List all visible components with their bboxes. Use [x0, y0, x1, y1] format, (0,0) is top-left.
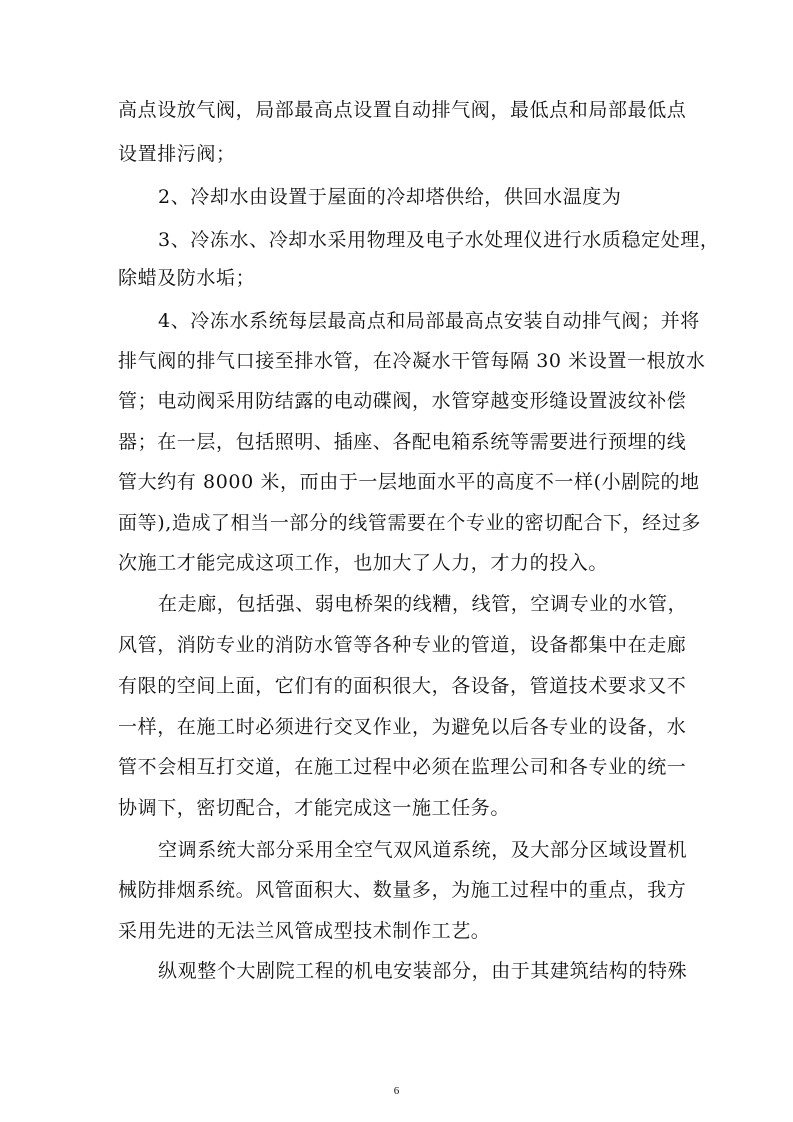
- text-line: 设置排污阀；: [118, 143, 236, 165]
- text-line: 纵观整个大剧院工程的机电安装部分，由于其建筑结构的特殊: [158, 960, 688, 982]
- text-line: 4、冷冻水系统每层最高点和局部最高点安装自动排气阀；并将: [158, 310, 700, 332]
- text-line: 器；在一层，包括照明、插座、各配电箱系统等需要进行预埋的线: [118, 431, 687, 453]
- text-line: 协调下，密切配合，才能完成这一施工任务。: [118, 797, 511, 819]
- text-line: 排气阀的排气口接至排水管，在冷凝水干管每隔 30 米设置一根放水: [118, 350, 706, 372]
- text-line: 面等),造成了相当一部分的线管需要在个专业的密切配合下，经过多: [118, 512, 702, 534]
- text-line: 除蜡及防水垢；: [118, 267, 256, 289]
- text-line: 械防排烟系统。风管面积大、数量多，为施工过程中的重点，我方: [118, 879, 687, 901]
- text-line: 管不会相互打交道，在施工过程中必须在监理公司和各专业的统一: [118, 756, 687, 778]
- text-line: 管大约有 8000 米，而由于一层地面水平的高度不一样(小剧院的地: [118, 471, 700, 493]
- text-line: 一样，在施工时必须进行交叉作业，为避免以后各专业的设备，水: [118, 716, 687, 738]
- text-line: 2、冷却水由设置于屋面的冷却塔供给，供回水温度为: [158, 186, 622, 208]
- text-line: 风管，消防专业的消防水管等各种专业的管道，设备都集中在走廊: [118, 634, 687, 656]
- text-line: 次施工才能完成这项工作，也加大了人力，才力的投入。: [118, 552, 609, 574]
- text-line: 在走廊，包括强、弱电桥架的线糟，线管，空调专业的水管，: [158, 593, 688, 615]
- text-line: 采用先进的无法兰风管成型技术制作工艺。: [118, 920, 491, 942]
- page-number: 6: [393, 1085, 400, 1097]
- text-line: 有限的空间上面，它们有的面积很大，各设备，管道技术要求又不: [118, 675, 687, 697]
- text-line: 管；电动阀采用防结露的电动碟阀，水管穿越变形缝设置波纹补偿: [118, 390, 687, 412]
- text-line: 空调系统大部分采用全空气双风道系统，及大部分区域设置机: [158, 839, 688, 861]
- text-line: 高点设放气阀，局部最高点设置自动排气阀，最低点和局部最低点: [118, 99, 687, 121]
- text-line: 3、冷冻水、冷却水采用物理及电子水处理仪进行水质稳定处理，: [158, 229, 720, 251]
